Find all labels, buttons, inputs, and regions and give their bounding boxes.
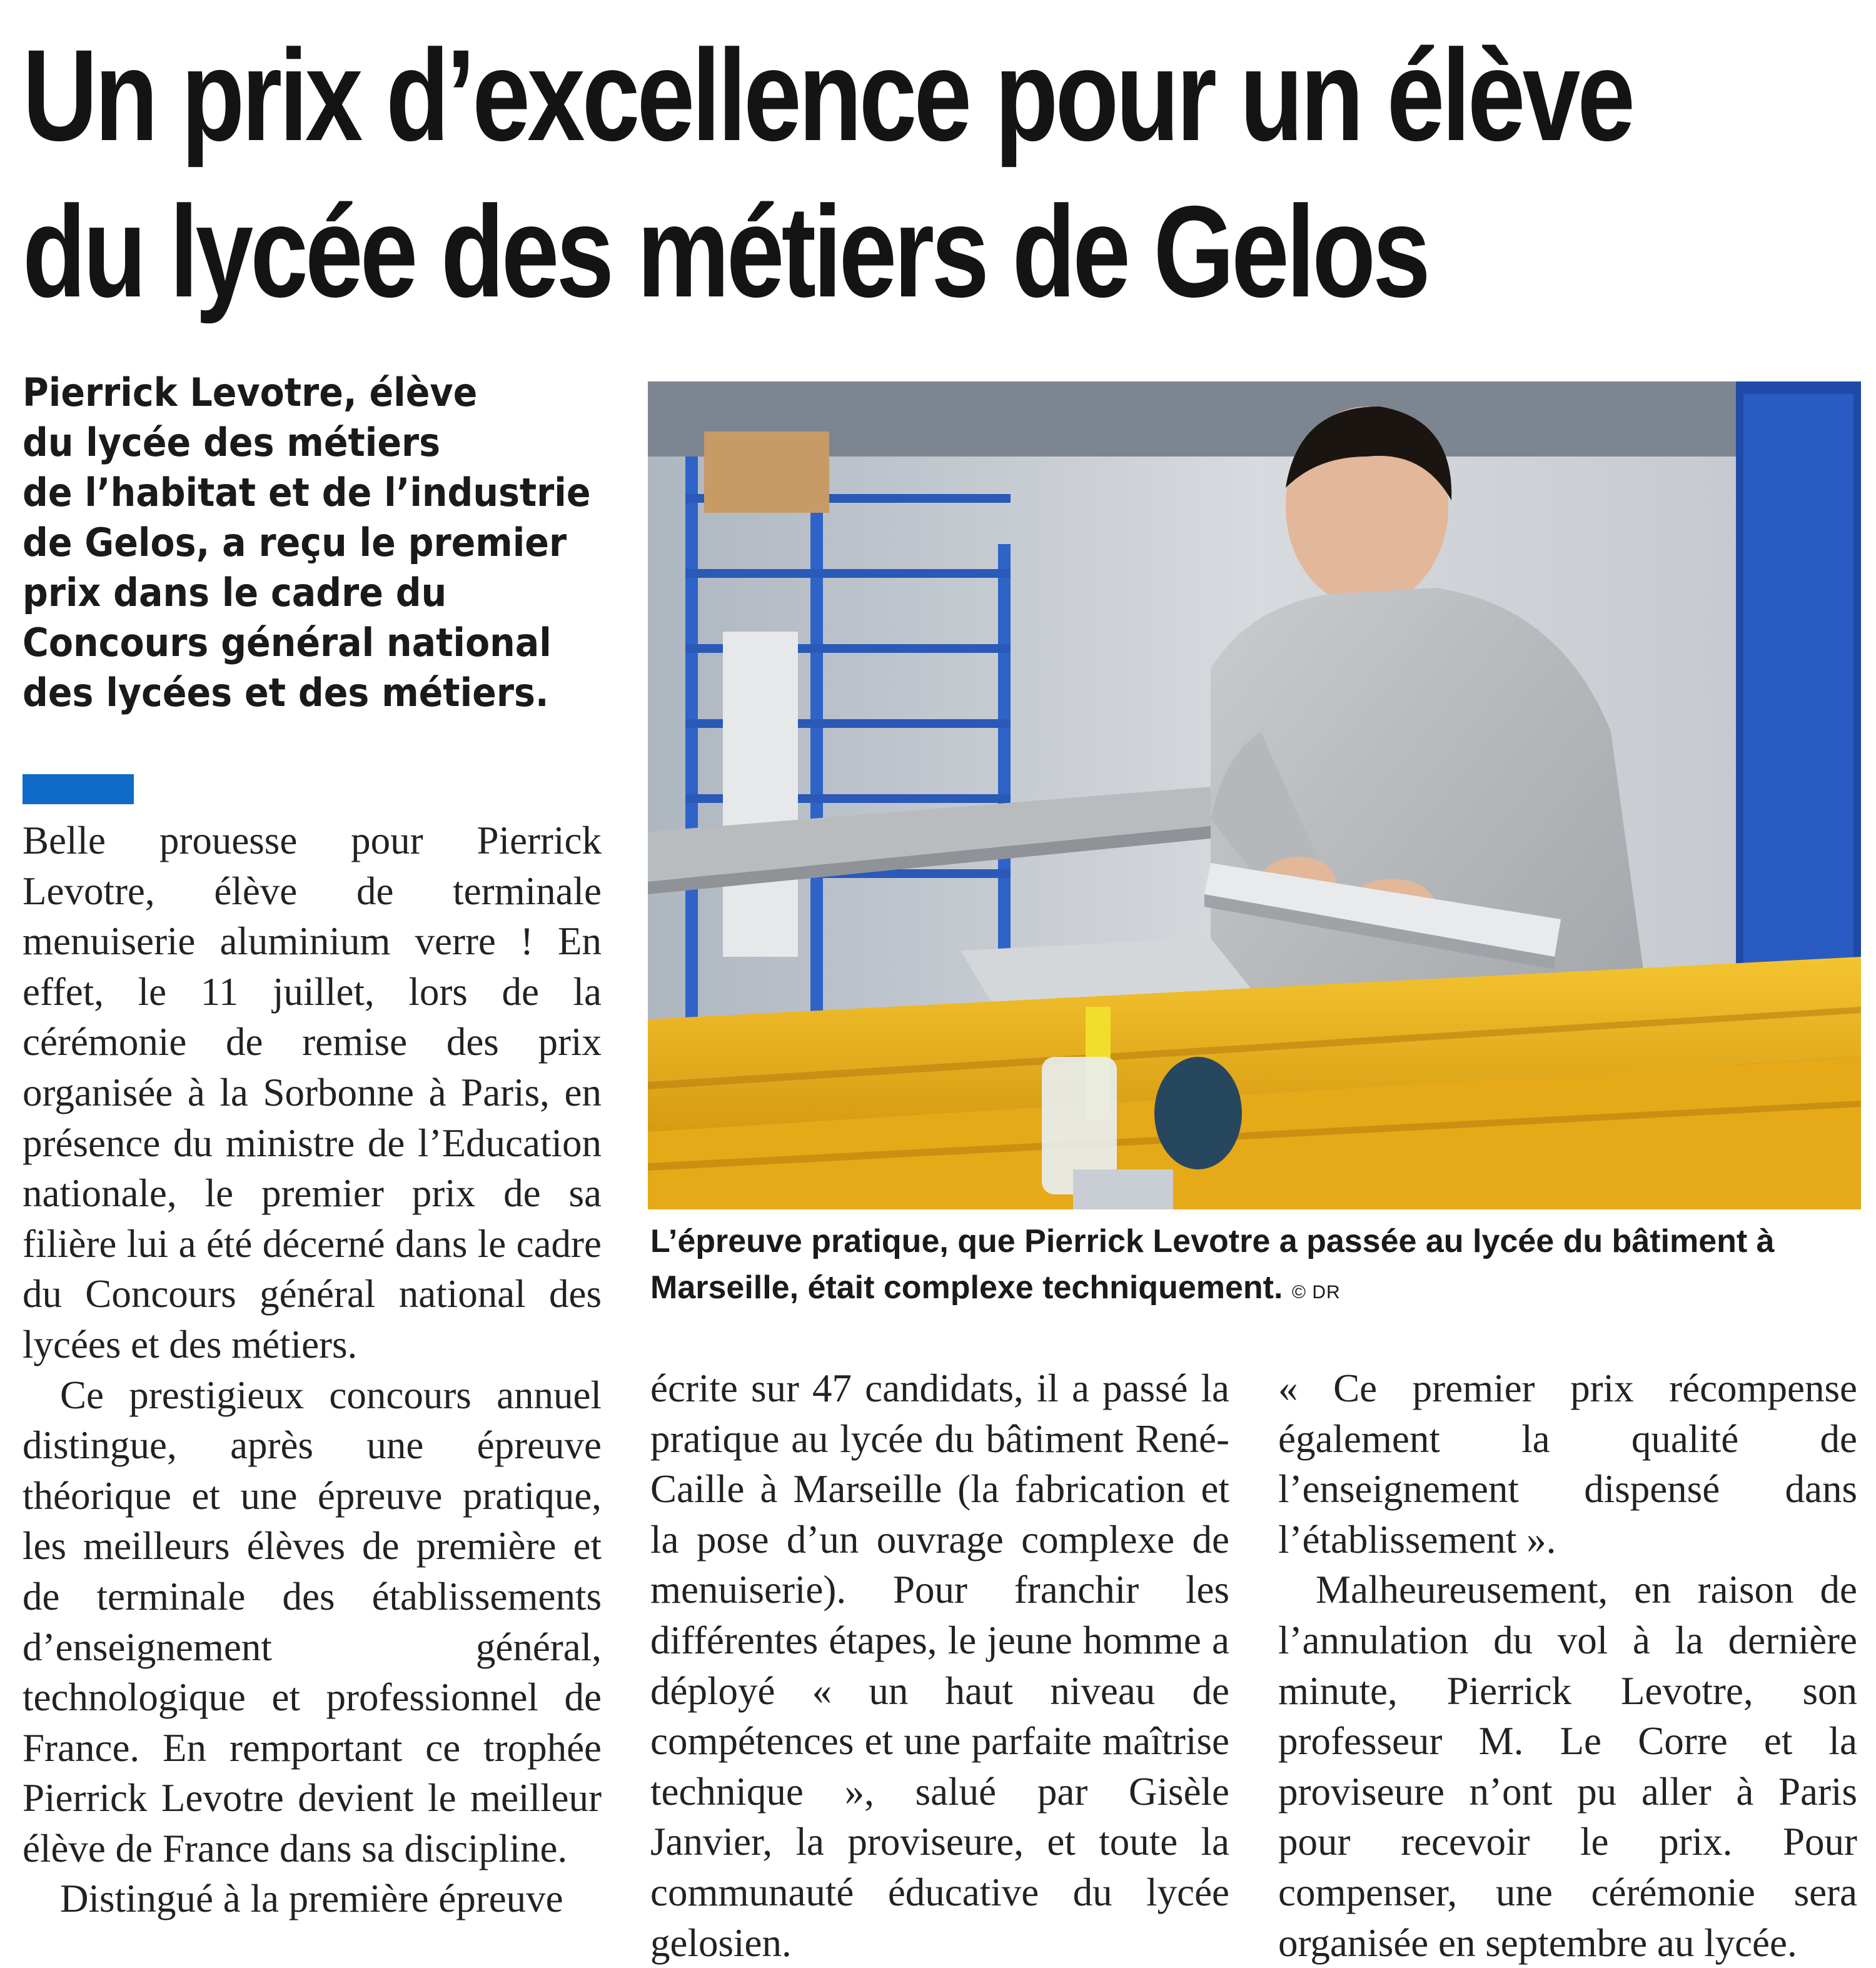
headline xyxy=(23,18,1633,330)
lede-line: prix dans le cadre du xyxy=(23,570,447,615)
body-paragraph: Malheureusement, en raison de l’annulation du vol à la dernière minute, Pierrick Levotre, son professeur M. Le Corre et la proviseure n’ont pu aller à Paris pour recevoir le prix. Pour compenser, une cérémonie sera organisée en septembre au lycée. xyxy=(1278,1568,1857,1965)
photo-credit: © DR xyxy=(1291,1282,1341,1303)
headline-line: du lycée des métiers de Gelos xyxy=(23,179,1428,325)
lede-line: du lycée des métiers xyxy=(23,420,441,465)
body-paragraph: Ce prestigieux concours annuel distingue, après une épreuve théorique et une épreuve pratique, les meilleurs élèves de première et de terminale des établissements d’enseignement général, technologique et professionnel de France. En remportant ce trophée Pierrick Levotre devient le meilleur élève de France dans sa discipline. xyxy=(23,1373,602,1870)
body-paragraph: Belle prouesse pour Pierrick Levotre, élève de terminale menuiserie aluminium verre ! En effet, le 11 juillet, lors de la cérémonie de remise des prix organisée à la Sorbonne à Paris, en présence du ministre de l’Education nationale, le premier prix de sa filière lui a été décerné dans le cadre du Concours général national des lycées et des métiers. xyxy=(23,819,602,1366)
photo-caption xyxy=(650,1218,1863,1316)
body-paragraph: « Ce premier prix récompense également la qualité de l’enseignement dispensé dans l’établissement ». xyxy=(1278,1366,1857,1562)
body-paragraph: écrite sur 47 candidats, il a passé la pratique au lycée du bâtiment René-Caille à Marseille (la fabrication et la pose d’un ouvrage complexe de menuiserie). Pour franchir les différentes étapes, le jeune homme a déployé « un haut niveau de compétences et une parfaite maîtrise technique », salué par Gisèle Janvier, la proviseure, et toute la communauté éducative du lycée gelosien. xyxy=(650,1366,1229,1965)
headline-line: Un prix d’excellence pour un élève xyxy=(23,23,1633,168)
lede-line: des lycées et des métiers. xyxy=(23,670,549,715)
body-paragraph: Distingué à la première épreuve xyxy=(60,1877,563,1921)
lede-line: de Gelos, a reçu le premier xyxy=(23,520,567,565)
accent-bar xyxy=(23,774,134,804)
caption-text: L’épreuve pratique, que Pierrick Levotre a passée au lycée du bâtiment à Marseille, était complexe techniquement. xyxy=(650,1223,1775,1306)
workshop-photo-illustration xyxy=(648,381,1861,1209)
body-column-2 xyxy=(650,1363,1229,1968)
lede-line: Concours général national xyxy=(23,620,552,665)
body-column-3 xyxy=(1278,1363,1857,1968)
article-photo xyxy=(648,381,1861,1209)
lede xyxy=(23,368,598,718)
lede-line: de l’habitat et de l’industrie xyxy=(23,470,591,515)
body-column-1 xyxy=(23,815,602,1924)
lede-line: Pierrick Levotre, élève xyxy=(23,370,478,415)
